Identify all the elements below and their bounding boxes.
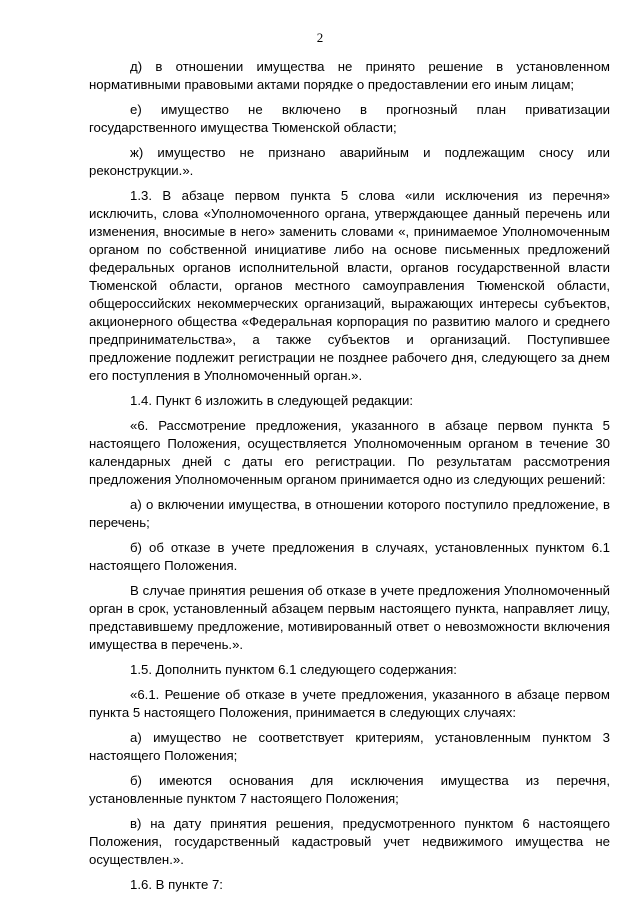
page-number: 2 xyxy=(316,30,324,45)
paragraph-6-1-a: а) имущество не соответствует критериям, установленным пунктом 3 настоящего Положения; xyxy=(89,730,610,763)
paragraph-point-6-1: «6.1. Решение об отказе в учете предложения, указанного в абзаце первом пункта 5 настоящего Положения, принимается в следующих случаях: xyxy=(89,687,610,720)
paragraph-6-b: б) об отказе в учете предложения в случаях, установленных пунктом 6.1 настоящего Положения. xyxy=(89,540,610,573)
paragraph-6-a: а) о включении имущества, в отношении которого поступило предложение, в перечень; xyxy=(89,497,610,530)
paragraph-1-3: 1.3. В абзаце первом пункта 5 слова «или исключения из перечня» исключить, слова «Уполномоченного органа, утверждающее данный перечень или изменения, вносимые в него» заменить словами «, принимаемое Уполномоченным органом по собственной инициативе либо на основе письменных предложений федеральных органов исполнительной власти, органов государственной власти Тюменской области, органов местного самоуправления Тюменской области, общероссийских некоммерческих организаций, выражающих интересы субъектов, акционерного общества «Федеральная корпорация по развитию малого и среднего предпринимательства», а также субъектов и организаций. Поступившее предложение подлежит регистрации не позднее рабочего дня, следующего за днем его поступления в Уполномоченный орган.». xyxy=(89,188,610,383)
paragraph-refusal-case: В случае принятия решения об отказе в учете предложения Уполномоченный орган в срок, установленный абзацем первым настоящего пункта, направляет лицу, представившему предложение, мотивированный ответ о невозможности включения имущества в перечень.». xyxy=(89,583,610,652)
paragraph-6-1-b: б) имеются основания для исключения имущества из перечня, установленные пунктом 7 настоящего Положения; xyxy=(89,773,610,806)
paragraph-1-4: 1.4. Пункт 6 изложить в следующей редакции: xyxy=(130,393,414,408)
paragraph-1-5: 1.5. Дополнить пунктом 6.1 следующего содержания: xyxy=(130,662,457,677)
paragraph-e-privatization-plan: е) имущество не включено в прогнозный план приватизации государственного имущества Тюменской области; xyxy=(89,102,610,135)
paragraph-d-property-not-decided: д) в отношении имущества не принято решение в установленном нормативными правовыми актами порядке о предоставлении его иным лицам; xyxy=(89,59,610,92)
paragraph-1-6: 1.6. В пункте 7: xyxy=(130,877,223,892)
paragraph-point-6: «6. Рассмотрение предложения, указанного в абзаце первом пункта 5 настоящего Положения, осуществляется Уполномоченным органом в течение 30 календарных дней с даты его регистрации. По результатам рассмотрения предложения Уполномоченным органом принимается одно из следующих решений: xyxy=(89,418,610,487)
document-body xyxy=(89,58,610,901)
paragraph-zh-not-emergency: ж) имущество не признано аварийным и подлежащим сносу или реконструкции.». xyxy=(89,145,610,178)
paragraph-6-1-v: в) на дату принятия решения, предусмотренного пунктом 6 настоящего Положения, государственный кадастровый учет недвижимого имущества не осуществлен.». xyxy=(89,816,610,867)
